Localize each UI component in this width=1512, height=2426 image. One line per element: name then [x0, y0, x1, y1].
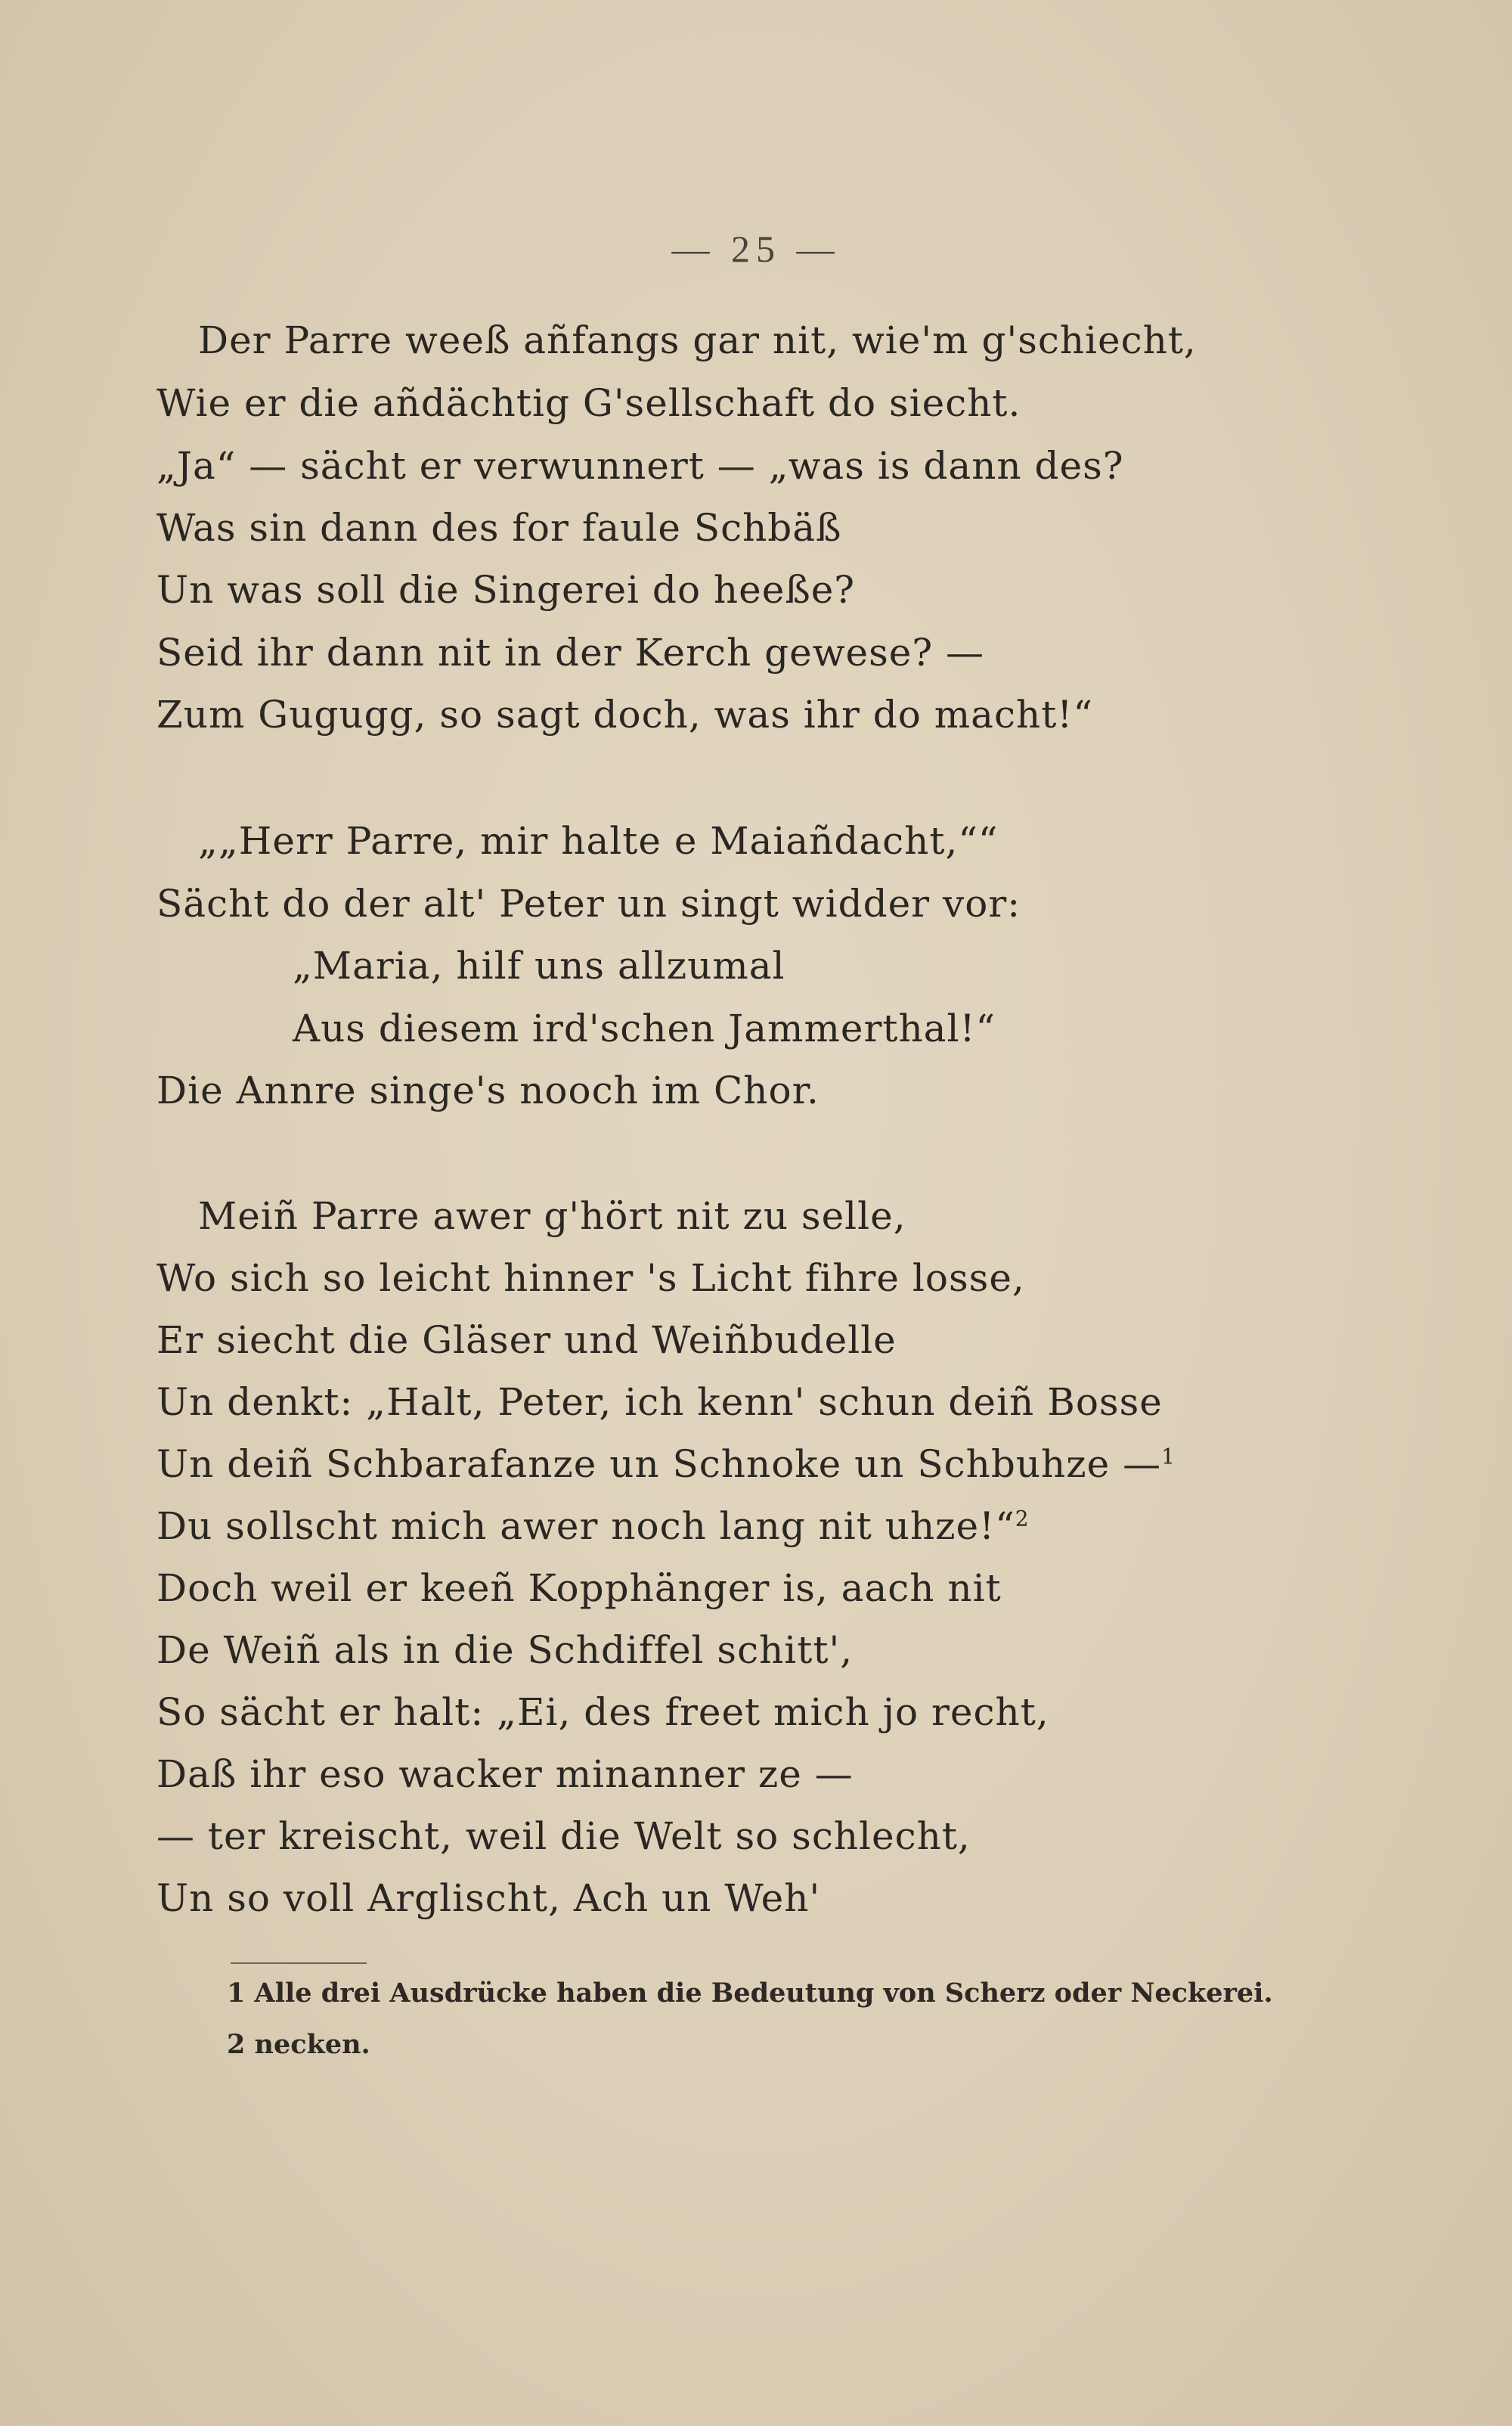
verse-line: Zum Gugugg, so sagt doch, was ihr do macht!“ — [156, 693, 1093, 737]
verse-text: Un deiñ Schbarafanze un Schnoke un Schbuhze — — [156, 1442, 1162, 1486]
verse-line: Daß ihr eso wacker minanner ze — — [156, 1752, 854, 1796]
verse-line: De Weiñ als in die Schdiffel schitt', — [156, 1628, 854, 1672]
verse-line: Un so voll Arglischt, Ach un Weh' — [156, 1876, 821, 1920]
verse-line: Der Parre weeß añfangs gar nit, wie'm g'schiecht, — [198, 318, 1197, 362]
verse-line: Un denkt: „Halt, Peter, ich kenn' schun deiñ Bosse — [156, 1380, 1163, 1424]
footnote: 2 necken. — [227, 2029, 370, 2060]
page-number: — 25 — — [671, 228, 841, 270]
footnote-marker: 2 — [1015, 1506, 1030, 1531]
verse-line: Meiñ Parre awer g'hört nit zu selle, — [198, 1194, 906, 1238]
footnote: 1 Alle drei Ausdrücke haben die Bedeutung von Scherz oder Neckerei. — [227, 1978, 1273, 2009]
verse-line: Wo sich so leicht hinner 's Licht fihre losse, — [156, 1256, 1025, 1300]
verse-line: Wie er die añdächtig G'sellschaft do siecht. — [156, 381, 1021, 425]
verse-line-footnoted — [156, 1503, 1030, 1549]
verse-line: „„Herr Parre, mir halte e Maiañdacht,““ — [198, 819, 999, 863]
verse-line: Die Annre singe's nooch im Chor. — [156, 1069, 820, 1112]
verse-line: Sächt do der alt' Peter un singt widder vor: — [156, 882, 1021, 926]
footnote-divider — [231, 1962, 367, 1964]
verse-text: Du sollscht mich awer noch lang nit uhze!“ — [156, 1504, 1015, 1548]
verse-line: — ter kreischt, weil die Welt so schlecht, — [156, 1814, 971, 1858]
verse-line-footnoted — [156, 1441, 1176, 1487]
verse-line: „Maria, hilf uns allzumal — [293, 944, 785, 988]
verse-line: „Ja“ — sächt er verwunnert — „was is dann des? — [156, 444, 1124, 488]
verse-line: Un was soll die Singerei do heeße? — [156, 568, 856, 612]
verse-line: Doch weil er keeñ Kopphänger is, aach nit — [156, 1566, 1002, 1610]
verse-line: So sächt er halt: „Ei, des freet mich jo recht, — [156, 1690, 1049, 1734]
verse-line: Was sin dann des for faule Schbäß — [156, 506, 842, 550]
verse-line: Er siecht die Gläser und Weiñbudelle — [156, 1318, 897, 1362]
footnote-marker: 1 — [1161, 1444, 1176, 1469]
verse-line: Seid ihr dann nit in der Kerch gewese? — — [156, 631, 985, 675]
verse-line: Aus diesem ird'schen Jammerthal!“ — [293, 1007, 996, 1050]
